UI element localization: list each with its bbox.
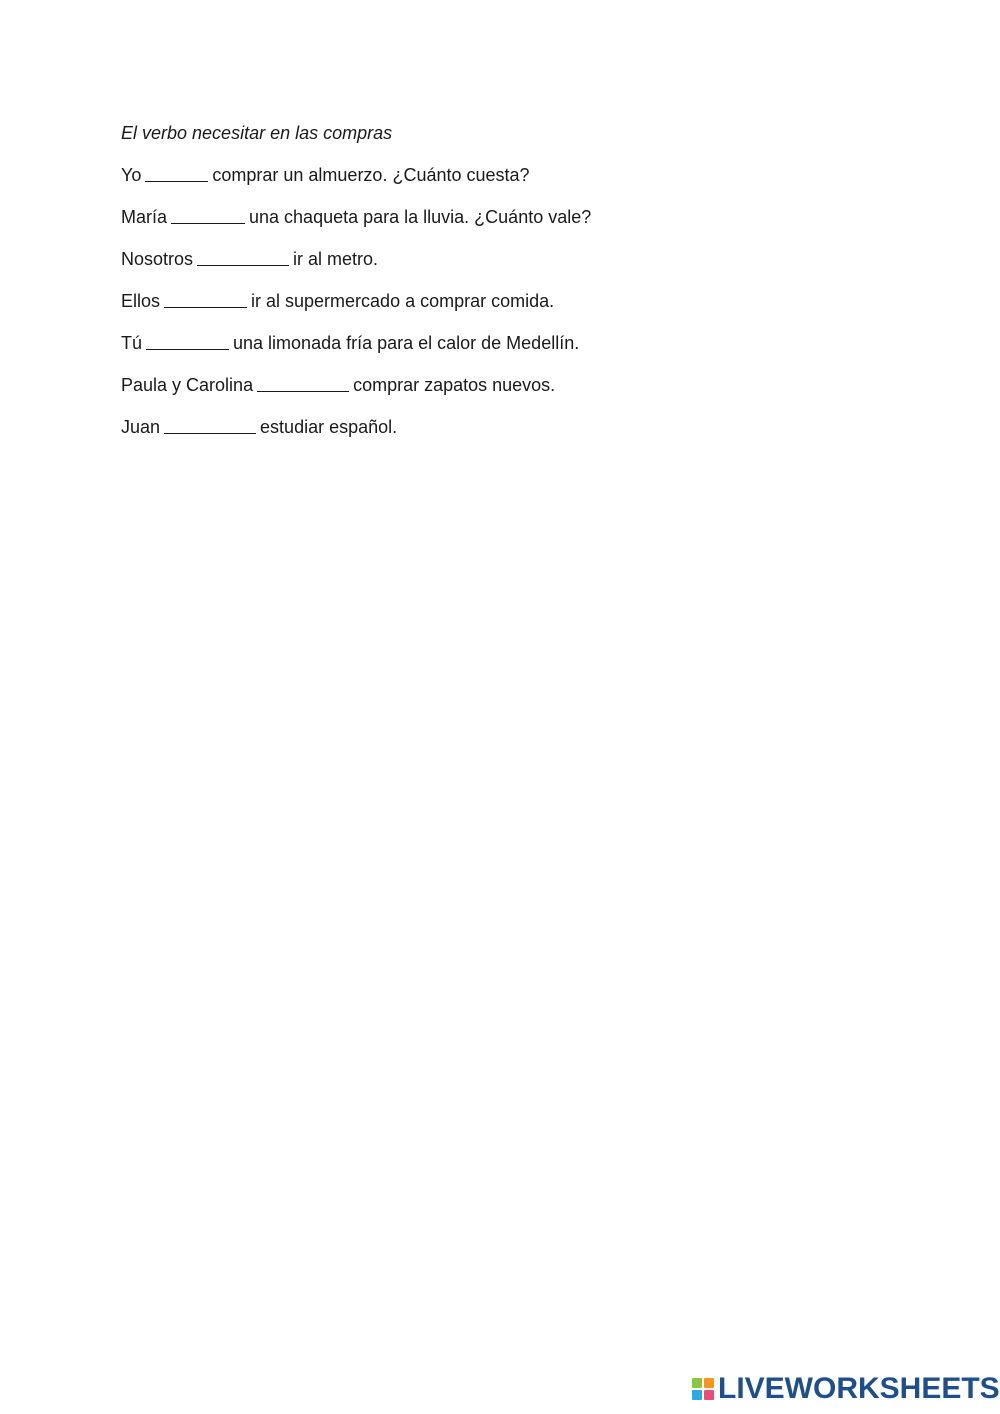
answer-blank[interactable] bbox=[164, 291, 247, 308]
sentence-rest: comprar zapatos nuevos. bbox=[353, 375, 556, 395]
sentence-subject: María bbox=[121, 207, 168, 227]
logo-tile bbox=[704, 1390, 714, 1400]
sentence-subject: Tú bbox=[121, 333, 143, 353]
answer-blank[interactable] bbox=[146, 333, 229, 350]
sentence-3 bbox=[121, 244, 881, 274]
logo-tile bbox=[692, 1378, 702, 1388]
sentence-7 bbox=[121, 412, 881, 442]
sentence-subject: Ellos bbox=[121, 291, 161, 311]
liveworksheets-brand[interactable] bbox=[692, 1372, 1000, 1406]
worksheet bbox=[121, 118, 881, 454]
answer-blank[interactable] bbox=[164, 417, 256, 434]
answer-blank[interactable] bbox=[257, 375, 349, 392]
sentence-5 bbox=[121, 328, 881, 358]
sentence-subject: Juan bbox=[121, 417, 161, 437]
sentence-rest: ir al supermercado a comprar comida. bbox=[251, 291, 555, 311]
sentence-subject: Yo bbox=[121, 165, 142, 185]
liveworksheets-logo-icon bbox=[692, 1378, 714, 1400]
sentence-subject: Nosotros bbox=[121, 249, 194, 269]
answer-blank[interactable] bbox=[145, 165, 208, 182]
sentence-4 bbox=[121, 286, 881, 316]
worksheet-title: El verbo necesitar en las compras bbox=[121, 123, 393, 143]
sentence-rest: estudiar español. bbox=[260, 417, 398, 437]
sentence-rest: comprar un almuerzo. ¿Cuánto cuesta? bbox=[212, 165, 530, 185]
logo-tile bbox=[704, 1378, 714, 1388]
brand-name: LIVEWORKSHEETS bbox=[718, 1372, 1000, 1405]
answer-blank[interactable] bbox=[197, 249, 289, 266]
sentence-2 bbox=[121, 202, 881, 232]
sentence-6 bbox=[121, 370, 881, 400]
logo-tile bbox=[692, 1390, 702, 1400]
sentence-rest: ir al metro. bbox=[293, 249, 379, 269]
answer-blank[interactable] bbox=[171, 207, 245, 224]
sentence-rest: una chaqueta para la lluvia. ¿Cuánto vale? bbox=[249, 207, 592, 227]
sentence-subject: Paula y Carolina bbox=[121, 375, 254, 395]
sentence-rest: una limonada fría para el calor de Medellín. bbox=[233, 333, 580, 353]
sentence-1 bbox=[121, 160, 881, 190]
